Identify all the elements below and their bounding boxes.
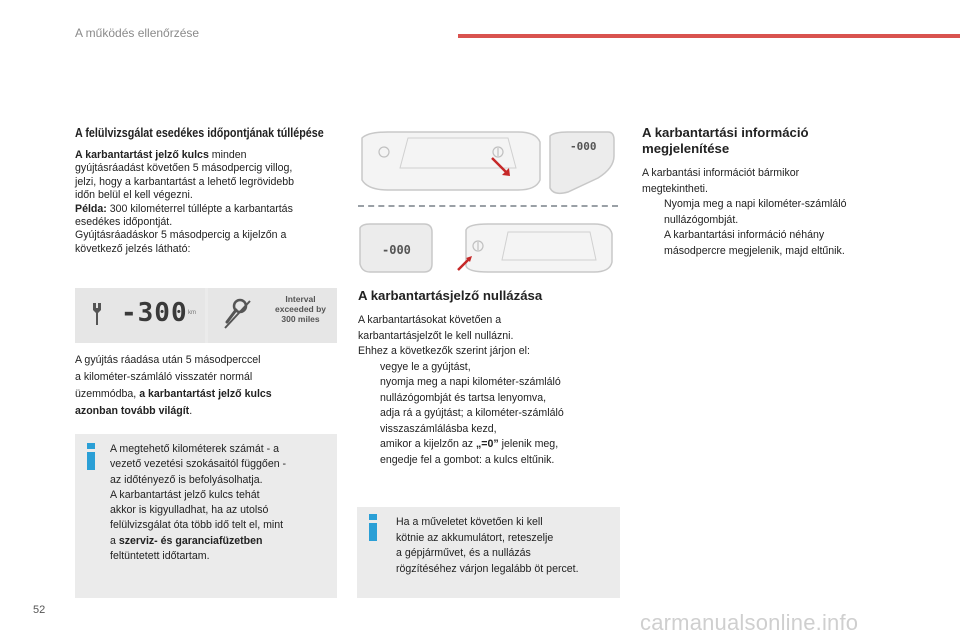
figure-divider [358, 205, 618, 207]
section1-line: Gyújtásráadáskor 5 másodpercig a kijelzőn a [75, 229, 287, 242]
text-line: feltüntetett időtartam. [110, 550, 210, 563]
section1-after-body [75, 352, 337, 420]
text-line: nullázógombját és tartsa lenyomva, [380, 391, 547, 404]
text-line: vezető vezetési szokásaitól függően - [110, 458, 287, 471]
info-box-mileage-text [110, 442, 328, 564]
text-span: jelenik meg, [498, 438, 559, 450]
page-number: 52 [33, 604, 46, 616]
text-line: Nyomja meg a napi kilométer-számláló [664, 198, 847, 210]
example-label: Példa: [75, 202, 107, 215]
text-line [75, 403, 337, 420]
bottom-display-text: -000 [382, 243, 411, 257]
header-accent-bar [458, 34, 960, 38]
text-line: nyomja meg a napi kilométer-számláló [380, 376, 561, 388]
watermark: carmanualsonline.info [640, 610, 859, 635]
info-icon [364, 512, 384, 542]
text-span: minden [208, 149, 247, 161]
text-span: . [189, 405, 193, 417]
instrument-display-illustration [75, 288, 337, 343]
display-panel-miles [208, 288, 337, 343]
section3-body [642, 166, 904, 259]
dashboard-figure-bottom [358, 222, 616, 274]
text-line: megtekintheti. [642, 182, 708, 195]
text-line: rögzítéséhez várjon legalább öt percet. [396, 562, 579, 575]
bullet-item [642, 197, 904, 259]
text-line [110, 534, 328, 549]
section2-body [358, 313, 620, 468]
section1-line [75, 149, 340, 162]
section1-line: esedékes időpontját. [75, 216, 173, 229]
interval-message [263, 294, 338, 324]
dashboard-figure-top [358, 128, 616, 198]
text-line: A gyújtás ráadása után 5 másodperccel [75, 354, 261, 366]
bullet-item [358, 406, 620, 437]
text-bold: azonban tovább világít [75, 405, 190, 417]
text-line: A karbantartási információ néhány [664, 229, 825, 241]
text-line: a gépjárművet, és a nullázás [396, 547, 531, 559]
text-line: az időtényező is befolyásolhatja. [110, 473, 263, 486]
info-box-battery-text [396, 515, 616, 577]
text-bold: szerviz- és garanciafüzetben [118, 534, 263, 547]
section1-line: gyújtásráadást követően 5 másodpercig villog, [75, 162, 293, 175]
odometer-unit: km [188, 310, 196, 316]
text-line: Ehhez a következők szerint járjon el: [358, 345, 530, 357]
section1-line: következő jelzés látható: [75, 242, 191, 255]
section3-title [642, 125, 902, 157]
section1-body [75, 149, 340, 256]
interval-line: exceeded by [274, 304, 327, 314]
text-line: A megtehető kilométerek számát - a [110, 443, 279, 455]
text-bold: a karbantartást jelző kulcs [139, 388, 272, 400]
text-span: amikor a kijelzőn az [380, 438, 476, 450]
text-line: A karbantartásokat követően a [358, 314, 502, 326]
text-line: visszaszámlálásba kezd, [380, 422, 497, 435]
text-span: a [110, 534, 119, 547]
text-line: A karbantási információt bármikor [642, 167, 800, 179]
section2-title: A karbantartásjelző nullázása [358, 288, 543, 303]
text-line: karbantartásjelzőt le kell nullázni. [358, 329, 514, 342]
title-line: megjelenítése [642, 141, 730, 156]
text-span: 300 kilométerrel túllépte a karbantartás [106, 202, 293, 215]
bullet-item [358, 360, 620, 376]
title-line: A karbantartási információ [642, 125, 809, 140]
bullet-item [358, 375, 620, 406]
info-icon [82, 441, 102, 471]
section1-line: időn belül el kell végezni. [75, 189, 193, 202]
maintenance-key-label: A karbantartást jelző kulcs [75, 149, 209, 161]
display-panel-km [75, 288, 205, 343]
text-line: engedje fel a gombot: a kulcs eltűnik. [380, 453, 555, 466]
text-line: A karbantartást jelző kulcs tehát [110, 488, 260, 501]
wrench-crossed-icon [222, 298, 252, 335]
text-line: felülvizsgálat óta több idő telt el, mint [110, 519, 284, 532]
text-span: üzemmódba, [75, 388, 140, 400]
text-bold: „=0” [475, 438, 499, 450]
section1-line [75, 203, 340, 216]
section1-title: A felülvizsgálat esedékes időpontjának túllépése [75, 126, 324, 140]
text-line: akkor is kigyulladhat, ha az utolsó [110, 504, 269, 517]
text-line: a kilométer-számláló visszatér normál [75, 371, 253, 383]
interval-line: 300 miles [281, 314, 320, 324]
odometer-value: -300 [121, 298, 188, 328]
text-line: adja rá a gyújtást; a kilométer-számláló [380, 407, 564, 419]
interval-line: Interval [285, 294, 316, 304]
text-line: nullázógombját. [664, 213, 739, 226]
text-line [75, 386, 337, 403]
text-line: másodpercre megjelenik, majd eltűnik. [664, 244, 845, 257]
page-header-title: A működés ellenőrzése [75, 26, 200, 40]
wrench-icon [89, 301, 105, 333]
text-line: vegye le a gyújtást, [380, 360, 471, 373]
bullet-item [358, 437, 620, 468]
text-line: kötnie az akkumulátort, reteszelje [396, 531, 554, 544]
section1-line: jelzi, hogy a karbantartást a lehető legrövidebb [75, 175, 295, 188]
text-line: Ha a műveletet követően ki kell [396, 516, 543, 528]
text-line [380, 437, 620, 453]
top-display-text: -000 [570, 140, 597, 153]
